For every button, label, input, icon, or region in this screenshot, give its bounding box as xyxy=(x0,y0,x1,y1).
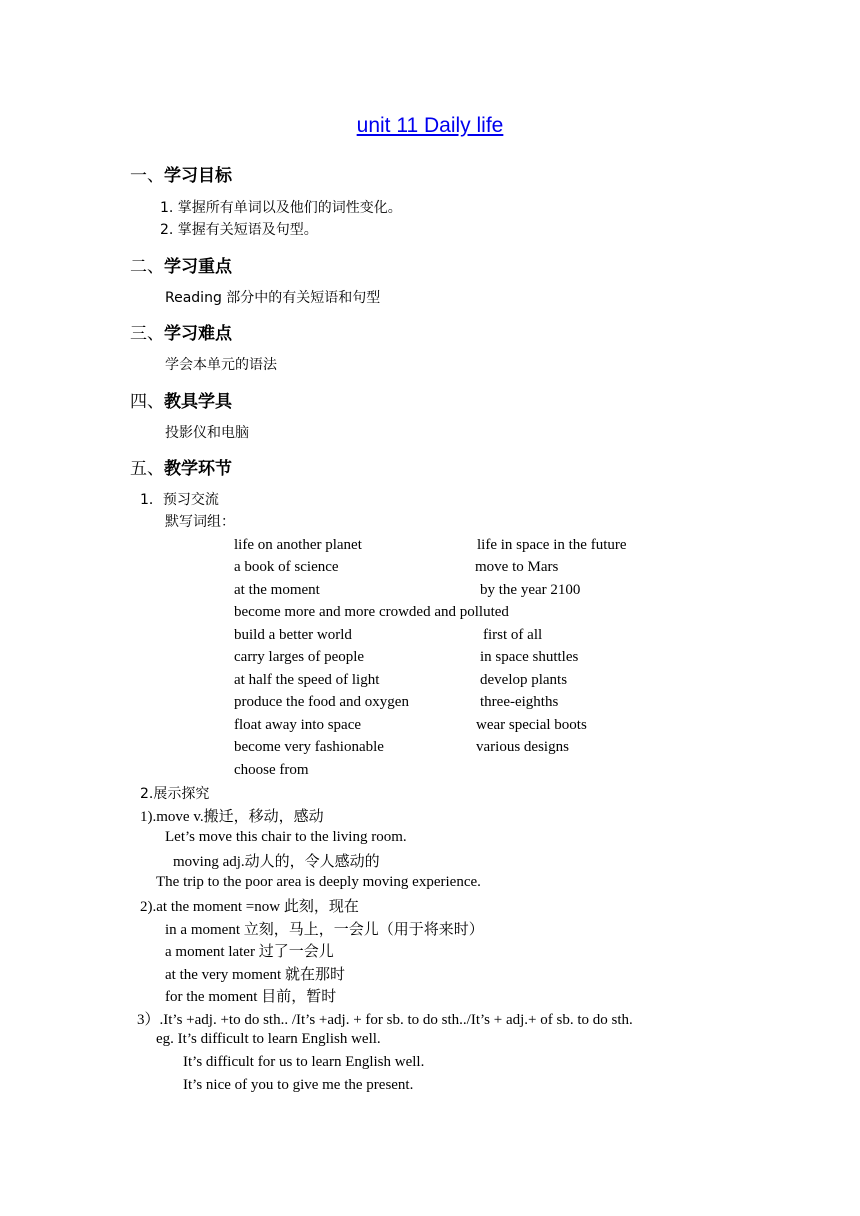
grammar-point-1: 1).move v.搬迁，移动，感动 xyxy=(140,809,324,825)
section-heading-steps xyxy=(130,454,232,479)
objective-item-2: 2. 掌握有关短语及句型。 xyxy=(160,222,318,238)
section-number: 一、 xyxy=(130,166,164,186)
section-label: 教具学具 xyxy=(164,392,232,412)
phrase-left: at half the speed of light xyxy=(234,672,380,688)
phrase-right: various designs xyxy=(476,739,569,755)
grammar-point-3: 3）.It’s +adj. +to do sth.. /It’s +adj. + for sb. to do sth../It’s + adj.+ of sb. to do sth. xyxy=(137,1012,633,1028)
grammar-note: for the moment 目前，暂时 xyxy=(165,989,337,1005)
phrase-right: move to Mars xyxy=(475,559,559,575)
section-heading-focus xyxy=(130,252,232,277)
section-number: 五、 xyxy=(130,459,164,479)
grammar-note: in a moment 立刻，马上，一会儿（用于将来时） xyxy=(165,922,484,938)
objective-item-1: 1. 掌握所有单词以及他们的词性变化。 xyxy=(160,200,402,216)
section-label: 学习难点 xyxy=(164,324,232,344)
section-heading-difficulty xyxy=(130,319,232,344)
focus-text: Reading 部分中的有关短语和句型 xyxy=(165,290,381,306)
phrase-right: first of all xyxy=(483,627,543,643)
phrase-left: at the moment xyxy=(234,582,320,598)
step1-heading: 1．预习交流 xyxy=(140,492,219,508)
tools-text: 投影仪和电脑 xyxy=(165,425,249,441)
example-sentence: It’s difficult for us to learn English well. xyxy=(183,1054,425,1070)
grammar-note: moving adj.动人的，令人感动的 xyxy=(173,854,380,870)
phrase-left: become very fashionable xyxy=(234,739,384,755)
grammar-note: a moment later 过了一会儿 xyxy=(165,944,334,960)
section-label: 学习重点 xyxy=(164,257,232,277)
example-sentence: It’s nice of you to give me the present. xyxy=(183,1077,414,1093)
phrase-right: three-eighths xyxy=(480,694,559,710)
phrase-right: wear special boots xyxy=(476,717,587,733)
section-label: 学习目标 xyxy=(164,166,232,186)
phrase-right: life in space in the future xyxy=(477,537,627,553)
phrase-left: choose from xyxy=(234,762,309,778)
step1-subheading: 默写词组： xyxy=(165,514,235,530)
phrase-left: float away into space xyxy=(234,717,362,733)
example-sentence: Let’s move this chair to the living room. xyxy=(165,829,407,845)
phrase-left: produce the food and oxygen xyxy=(234,694,409,710)
grammar-point-2: 2).at the moment =now 此刻，现在 xyxy=(140,899,359,915)
phrase-left: carry larges of people xyxy=(234,649,365,665)
section-label: 教学环节 xyxy=(164,459,232,479)
phrase-left: become more and more crowded and polluted xyxy=(234,604,509,620)
section-heading-tools xyxy=(130,387,232,412)
grammar-note: at the very moment 就在那时 xyxy=(165,967,345,983)
phrase-right: in space shuttles xyxy=(480,649,579,665)
example-sentence: The trip to the poor area is deeply moving experience. xyxy=(156,874,481,890)
section-number: 四、 xyxy=(130,392,164,412)
section-heading-objectives xyxy=(130,161,232,186)
difficulty-text: 学会本单元的语法 xyxy=(165,357,277,373)
section-number: 三、 xyxy=(130,324,164,344)
step2-heading: 2.展示探究 xyxy=(140,786,210,802)
phrase-right: develop plants xyxy=(480,672,568,688)
phrase-left: life on another planet xyxy=(234,537,362,553)
phrase-right: by the year 2100 xyxy=(480,582,581,598)
phrase-left: build a better world xyxy=(234,627,352,643)
section-number: 二、 xyxy=(130,257,164,277)
phrase-left: a book of science xyxy=(234,559,339,575)
example-sentence: eg. It’s difficult to learn English well. xyxy=(156,1031,381,1047)
document-title[interactable]: unit 11 Daily life xyxy=(356,114,504,137)
